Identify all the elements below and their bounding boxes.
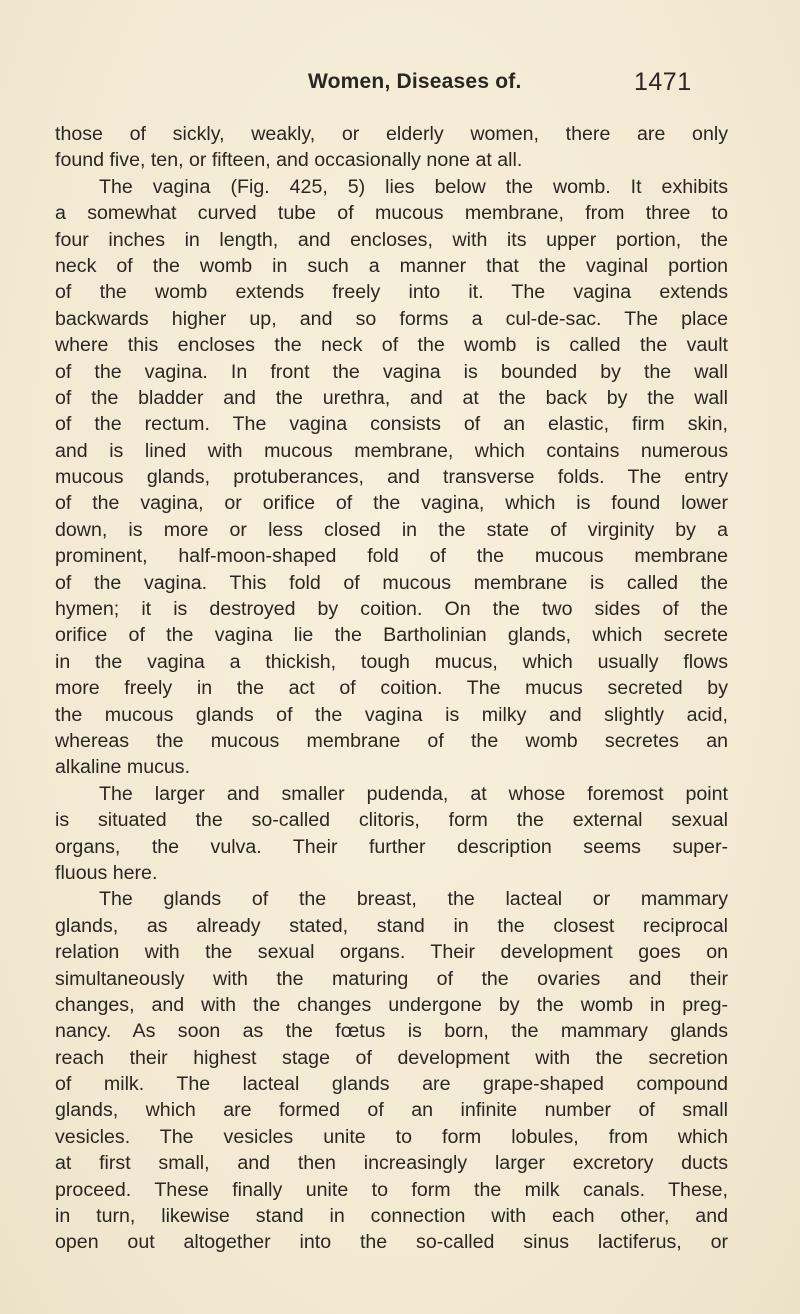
running-head bbox=[0, 70, 800, 104]
text-line: of milk. The lacteal glands are grape-shaped compound bbox=[55, 1073, 728, 1096]
text-line: the mucous glands of the vagina is milky and slightly acid, bbox=[55, 703, 728, 726]
text-line: The glands of the breast, the lacteal or mammary bbox=[99, 888, 728, 911]
text-line: orifice of the vagina lie the Bartholinian glands, which secrete bbox=[55, 624, 728, 647]
text-line: hymen; it is destroyed by coition. On the two sides of the bbox=[55, 598, 728, 621]
text-line: more freely in the act of coition. The mucus secreted by bbox=[55, 677, 728, 700]
text-line: vesicles. The vesicles unite to form lobules, from which bbox=[55, 1125, 728, 1148]
text-line: of the bladder and the urethra, and at the back by the wall bbox=[55, 386, 728, 409]
text-line: nancy. As soon as the fœtus is born, the mammary glands bbox=[55, 1020, 728, 1043]
text-line: of the vagina, or orifice of the vagina, which is found lower bbox=[55, 492, 728, 515]
text-line: fluous here. bbox=[55, 861, 158, 884]
text-line: The larger and smaller pudenda, at whose foremost point bbox=[99, 782, 728, 805]
running-title: Women, Diseases of. bbox=[308, 70, 522, 93]
text-line: proceed. These finally unite to form the milk canals. These, bbox=[55, 1178, 728, 1201]
text-line: is situated the so-called clitoris, form the external sexual bbox=[55, 809, 728, 832]
text-line: of the vagina. This fold of mucous membrane is called the bbox=[55, 571, 728, 594]
text-line: alkaline mucus. bbox=[55, 756, 191, 779]
text-line: at first small, and then increasingly larger excretory ducts bbox=[55, 1152, 728, 1175]
text-line: organs, the vulva. Their further description seems super- bbox=[55, 835, 728, 858]
text-line: in turn, likewise stand in connection with each other, and bbox=[55, 1205, 728, 1228]
text-line: prominent, half-moon-shaped fold of the mucous membrane bbox=[55, 545, 728, 568]
text-line: The vagina (Fig. 425, 5) lies below the womb. It exhibits bbox=[99, 175, 728, 198]
text-line: and is lined with mucous membrane, which contains numerous bbox=[55, 439, 728, 462]
text-line: glands, which are formed of an infinite number of small bbox=[55, 1099, 728, 1122]
text-line: reach their highest stage of development with the secretion bbox=[55, 1046, 728, 1069]
text-line: down, is more or less closed in the state of virginity by a bbox=[55, 518, 728, 541]
text-line: simultaneously with the maturing of the ovaries and their bbox=[55, 967, 728, 990]
body-text bbox=[55, 121, 728, 1256]
text-line: open out altogether into the so-called sinus lactiferus, or bbox=[55, 1231, 728, 1254]
text-line: glands, as already stated, stand in the closest reciprocal bbox=[55, 914, 728, 937]
text-line: found five, ten, or fifteen, and occasionally none at all. bbox=[55, 149, 523, 172]
text-line: of the womb extends freely into it. The vagina extends bbox=[55, 281, 728, 304]
text-line: changes, and with the changes undergone by the womb in preg- bbox=[55, 993, 728, 1016]
text-line: of the rectum. The vagina consists of an elastic, firm skin, bbox=[55, 413, 728, 436]
text-line: a somewhat curved tube of mucous membrane, from three to bbox=[55, 202, 728, 225]
text-line: four inches in length, and encloses, with its upper portion, the bbox=[55, 228, 728, 251]
text-line: mucous glands, protuberances, and transverse folds. The entry bbox=[55, 466, 728, 489]
text-line: backwards higher up, and so forms a cul-de-sac. The place bbox=[55, 307, 728, 330]
text-line: neck of the womb in such a manner that the vaginal portion bbox=[55, 254, 728, 277]
text-line: in the vagina a thickish, tough mucus, which usually flows bbox=[55, 650, 728, 673]
page-number: 1471 bbox=[634, 68, 692, 96]
text-line: where this encloses the neck of the womb is called the vault bbox=[55, 334, 728, 357]
text-line: those of sickly, weakly, or elderly women, there are only bbox=[55, 123, 728, 145]
text-line: whereas the mucous membrane of the womb secretes an bbox=[55, 729, 728, 752]
text-line: relation with the sexual organs. Their development goes on bbox=[55, 941, 728, 964]
text-line: of the vagina. In front the vagina is bounded by the wall bbox=[55, 360, 728, 383]
